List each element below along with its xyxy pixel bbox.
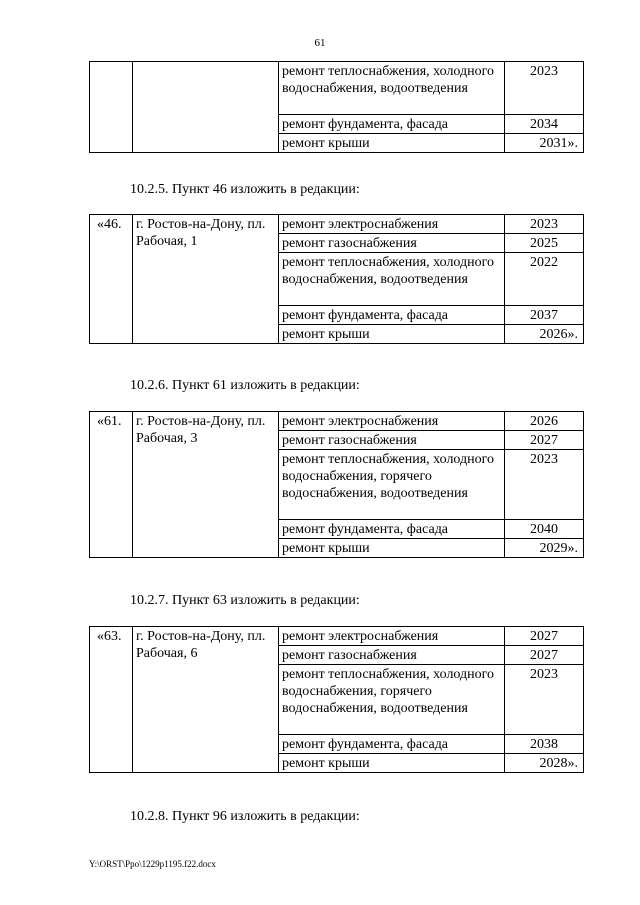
file-path-footer: Y:\ORST\Ppo\1229p1195.f22.docx — [89, 859, 216, 869]
work-type: ремонт электроснабжения — [279, 627, 505, 646]
work-year: 2027 — [505, 431, 584, 450]
work-year: 2026». — [505, 325, 584, 344]
work-year: 2023 — [505, 450, 584, 520]
work-type: ремонт газоснабжения — [279, 431, 505, 450]
work-type: ремонт фундамента, фасада — [279, 735, 505, 754]
works-table-continued — [89, 61, 584, 153]
work-type: ремонт фундамента, фасада — [279, 115, 505, 134]
paragraph-10-2-7: 10.2.7. Пункт 63 изложить в редакции: — [130, 593, 360, 608]
works-table-item-61 — [89, 411, 584, 558]
work-year: 2028». — [505, 754, 584, 773]
work-type: ремонт фундамента, фасада — [279, 520, 505, 539]
work-type: ремонт крыши — [279, 539, 505, 558]
work-type: ремонт электроснабжения — [279, 412, 505, 431]
work-type: ремонт крыши — [279, 754, 505, 773]
table-row — [90, 215, 584, 234]
object-address: г. Ростов-на-Дону, пл. Рабочая, 6 — [133, 627, 279, 773]
work-year: 2027 — [505, 627, 584, 646]
item-number: «63. — [90, 627, 133, 773]
work-year: 2023 — [505, 215, 584, 234]
work-type: ремонт газоснабжения — [279, 234, 505, 253]
work-type: ремонт крыши — [279, 134, 505, 153]
works-table-item-46 — [89, 214, 584, 344]
work-year: 2029». — [505, 539, 584, 558]
item-number: «46. — [90, 215, 133, 344]
table-row — [90, 62, 584, 115]
work-type: ремонт фундамента, фасада — [279, 306, 505, 325]
work-type: ремонт теплоснабжения, холодного водоснабжения, горячего водоснабжения, водоотведения — [279, 665, 505, 735]
work-year: 2025 — [505, 234, 584, 253]
works-table-item-63 — [89, 626, 584, 773]
work-type: ремонт крыши — [279, 325, 505, 344]
table-row — [90, 627, 584, 646]
work-year: 2027 — [505, 646, 584, 665]
paragraph-10-2-5: 10.2.5. Пункт 46 изложить в редакции: — [130, 182, 360, 197]
work-type: ремонт теплоснабжения, холодного водоснабжения, водоотведения — [279, 253, 505, 306]
object-address: г. Ростов-на-Дону, пл. Рабочая, 3 — [133, 412, 279, 558]
work-year: 2037 — [505, 306, 584, 325]
work-year: 2026 — [505, 412, 584, 431]
work-year: 2034 — [505, 115, 584, 134]
work-year: 2040 — [505, 520, 584, 539]
item-number — [90, 62, 133, 153]
work-year: 2022 — [505, 253, 584, 306]
work-year: 2023 — [505, 62, 584, 115]
work-year: 2023 — [505, 665, 584, 735]
page-number: 61 — [314, 37, 326, 49]
paragraph-10-2-6: 10.2.6. Пункт 61 изложить в редакции: — [130, 378, 360, 393]
paragraph-10-2-8: 10.2.8. Пункт 96 изложить в редакции: — [130, 809, 360, 824]
object-address — [133, 62, 279, 153]
work-year: 2038 — [505, 735, 584, 754]
work-type: ремонт газоснабжения — [279, 646, 505, 665]
work-type: ремонт теплоснабжения, холодного водоснабжения, горячего водоснабжения, водоотведения — [279, 450, 505, 520]
item-number: «61. — [90, 412, 133, 558]
work-type: ремонт электроснабжения — [279, 215, 505, 234]
work-year: 2031». — [505, 134, 584, 153]
table-row — [90, 412, 584, 431]
object-address: г. Ростов-на-Дону, пл. Рабочая, 1 — [133, 215, 279, 344]
work-type: ремонт теплоснабжения, холодного водоснабжения, водоотведения — [279, 62, 505, 115]
